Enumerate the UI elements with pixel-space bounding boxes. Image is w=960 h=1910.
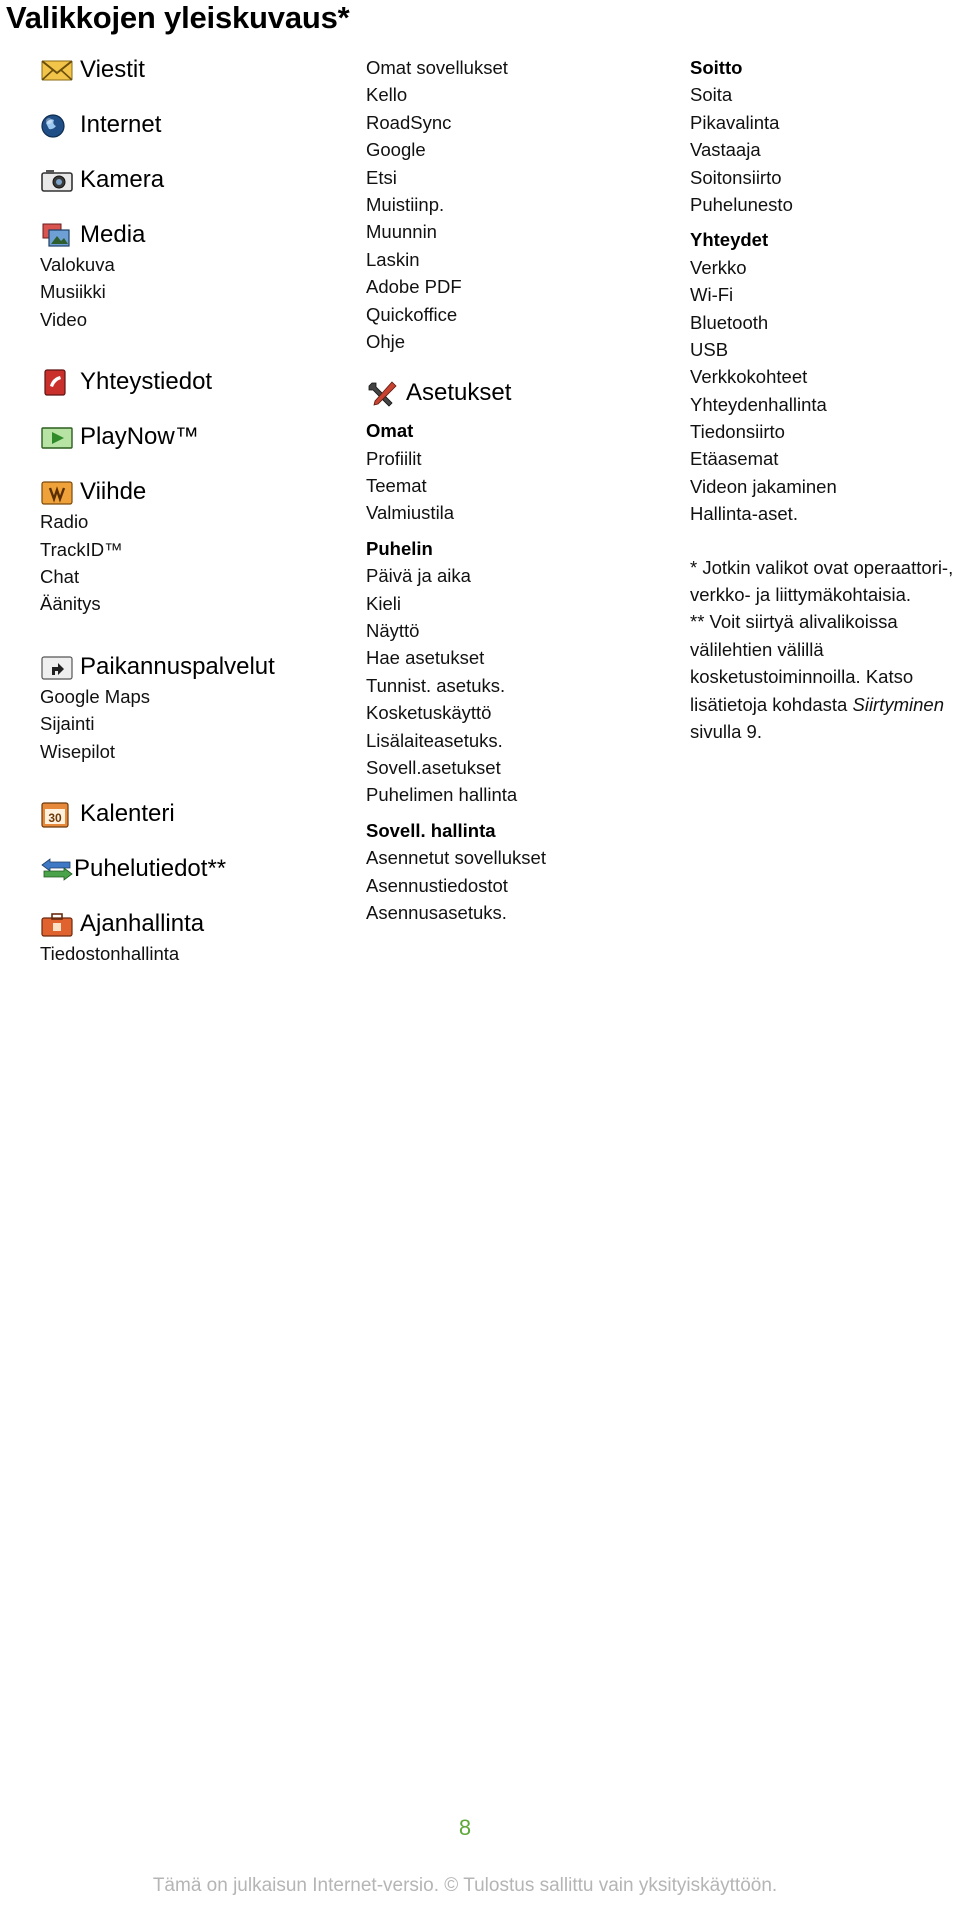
list-item: USB (690, 338, 729, 360)
play-icon (40, 423, 74, 451)
list-item: Sijainti (40, 713, 95, 735)
list-item: Hallinta-aset. (690, 503, 798, 525)
menu-entertainment (40, 476, 340, 508)
menu-playnow-label: PlayNow™ (80, 423, 199, 451)
menu-messages (40, 54, 340, 86)
section-heading: Puhelin (366, 537, 433, 559)
call-log-icon (40, 855, 74, 883)
list-item: Vastaaja (690, 139, 761, 161)
list-item: Tiedostonhallinta (40, 942, 180, 964)
list-item: Quickoffice (366, 303, 458, 325)
list-item: Verkko (690, 256, 747, 278)
menu-settings (366, 377, 666, 409)
menu-call-log (40, 853, 340, 885)
list-item: Wisepilot (40, 740, 116, 762)
envelope-icon (40, 56, 74, 84)
page-title: Valikkojen yleiskuvaus* (6, 0, 350, 35)
calendar-day: 30 (48, 810, 62, 825)
list-item: Kieli (366, 592, 401, 614)
section-heading: Omat (366, 420, 414, 442)
entertainment-icon (40, 478, 74, 506)
menu-camera (40, 164, 340, 196)
list-item: Kosketuskäyttö (366, 702, 492, 724)
calls-connections-column (690, 54, 958, 745)
footnote-navigation-link[interactable]: Siirtyminen (852, 693, 944, 715)
list-item: RoadSync (366, 111, 452, 133)
menu-location-label: Paikannuspalvelut (80, 652, 275, 680)
list-item: Video (40, 308, 87, 330)
footnote-navigation-end: sivulla 9. (690, 721, 762, 743)
list-item: Sovell.asetukset (366, 756, 501, 778)
list-item: Muistiinp. (366, 193, 445, 215)
list-item: Soita (690, 84, 733, 106)
list-item: Adobe PDF (366, 276, 462, 298)
list-item: Asennetut sovellukset (366, 847, 546, 869)
list-item: Soitonsiirto (690, 166, 782, 188)
list-item: Etäasemat (690, 448, 779, 470)
list-item: Verkkokohteet (690, 366, 808, 388)
list-item: Puhelunesto (690, 193, 793, 215)
briefcase-icon (40, 910, 74, 938)
menu-settings-label: Asetukset (406, 379, 512, 407)
list-item: Tiedonsiirto (690, 421, 785, 443)
list-item: Etsi (366, 166, 397, 188)
list-item: Radio (40, 511, 89, 533)
list-item: Päivä ja aika (366, 565, 471, 587)
list-item: Puhelimen hallinta (366, 784, 518, 806)
list-item: Muunnin (366, 221, 437, 243)
list-item: Musiikki (40, 281, 106, 303)
menu-entertainment-label: Viihde (80, 478, 147, 506)
globe-icon (40, 111, 74, 139)
list-item: Tunnist. asetuks. (366, 674, 506, 696)
menu-media (40, 219, 340, 251)
menu-call-log-label: Puhelutiedot** (74, 854, 227, 882)
list-item: Teemat (366, 475, 427, 497)
footnote-navigation-text: ** Voit siirtyä alivalikoissa välilehtien välillä kosketustoiminnoilla. Katso lisätietoja kohdasta (690, 611, 914, 715)
tools-icon (366, 379, 400, 407)
menu-calendar (40, 798, 340, 830)
list-item: Chat (40, 565, 80, 587)
list-item: Valmiustila (366, 502, 455, 524)
calendar-icon (40, 800, 74, 828)
list-item: Omat sovellukset (366, 57, 508, 78)
phonebook-icon (40, 368, 74, 396)
location-icon (40, 653, 74, 681)
list-item: Asennusasetuks. (366, 901, 507, 923)
apps-settings-column (366, 54, 666, 926)
list-item: Profiilit (366, 447, 422, 469)
menu-calendar-label: Kalenteri (80, 799, 175, 827)
media-icon (40, 221, 74, 249)
list-item: Google (366, 139, 426, 161)
main-menu-column (40, 54, 340, 967)
list-item: Bluetooth (690, 311, 769, 333)
list-item: Näyttö (366, 620, 420, 642)
section-heading: Sovell. hallinta (366, 819, 496, 841)
menu-media-label: Media (80, 221, 146, 248)
list-item: Videon jakaminen (690, 475, 837, 497)
footnote-operator: * Jotkin valikot ovat operaattori-, verkko- ja liittymäkohtaisia. (690, 556, 954, 606)
menu-camera-label: Kamera (80, 166, 165, 193)
menu-organiser-label: Ajanhallinta (80, 909, 205, 937)
menu-organiser (40, 908, 340, 940)
menu-contacts-label: Yhteystiedot (80, 368, 213, 396)
section-heading: Yhteydet (690, 229, 769, 251)
list-item: Laskin (366, 248, 420, 270)
section-heading: Soitto (690, 57, 743, 78)
list-item: Yhteydenhallinta (690, 393, 827, 415)
menu-playnow (40, 421, 340, 453)
list-item: Ohje (366, 330, 406, 352)
list-item: Hae asetukset (366, 647, 485, 669)
footnote-navigation (690, 608, 958, 745)
list-item: Äänitys (40, 593, 101, 615)
list-item: Wi-Fi (690, 284, 734, 306)
list-item: Pikavalinta (690, 111, 780, 133)
list-item: Lisälaiteasetuks. (366, 729, 503, 751)
list-item: Asennustiedostot (366, 874, 508, 896)
menu-internet (40, 109, 340, 141)
list-item: Valokuva (40, 254, 115, 275)
menu-messages-label: Viestit (80, 56, 145, 83)
list-item: Google Maps (40, 685, 151, 707)
list-item: Kello (366, 84, 408, 106)
camera-icon (40, 166, 74, 194)
menu-internet-label: Internet (80, 111, 162, 138)
footer-note: Tämä on julkaisun Internet-versio. © Tulostus sallittu vain yksityiskäyttöön. (152, 1875, 778, 1896)
list-item: TrackID™ (40, 538, 123, 560)
page-number: 8 (458, 1815, 472, 1840)
menu-location (40, 651, 340, 683)
menu-contacts (40, 366, 340, 398)
